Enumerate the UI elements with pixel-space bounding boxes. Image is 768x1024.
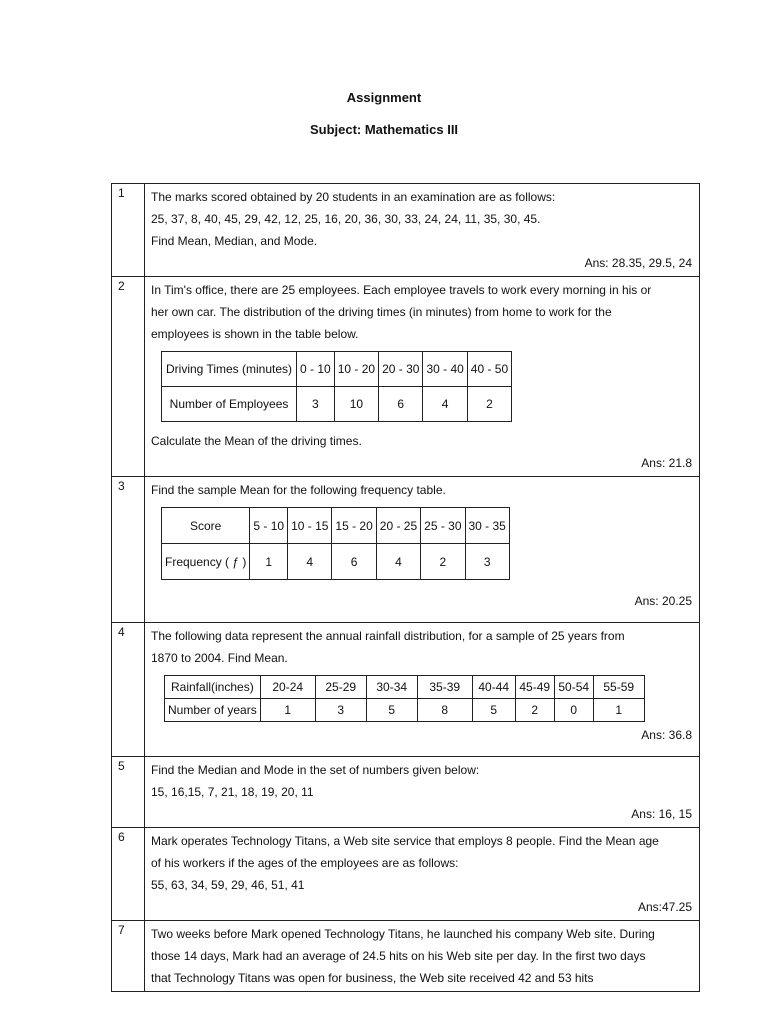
question-text: Find Mean, Median, and Mode. [151, 234, 318, 248]
driving-times-table [161, 351, 512, 422]
question-row-2 [112, 277, 700, 477]
table-cell: 3 [465, 544, 509, 580]
question-number: 2 [112, 277, 145, 477]
table-cell: 8 [417, 699, 472, 722]
table-cell: 5 - 10 [250, 508, 288, 544]
table-row [162, 508, 510, 544]
question-row-3 [112, 477, 700, 623]
table-cell: 50-54 [554, 676, 593, 699]
question-content [145, 477, 700, 623]
table-cell: 0 - 10 [297, 352, 335, 387]
answer-text: Ans: 20.25 [634, 594, 692, 608]
table-cell: 20 - 30 [379, 352, 423, 387]
question-row-4 [112, 623, 700, 757]
table-cell: 2 [515, 699, 554, 722]
question-text: In Tim's office, there are 25 employees. Each employee travels to work every morning in his or [151, 283, 652, 297]
question-number: 3 [112, 477, 145, 623]
answer-text: Ans: 36.8 [641, 728, 692, 742]
document-title: Assignment [346, 90, 422, 105]
question-number: 1 [112, 184, 145, 277]
question-content [145, 184, 700, 277]
question-text: that Technology Titans was open for business, the Web site received 42 and 53 hits [151, 971, 594, 985]
table-cell: Frequency ( ƒ ) [162, 544, 250, 580]
table-cell: 15 - 20 [332, 508, 376, 544]
question-text: Mark operates Technology Titans, a Web site service that employs 8 people. Find the Mean age [151, 834, 659, 848]
table-row [165, 676, 645, 699]
table-cell: 4 [376, 544, 420, 580]
question-number: 4 [112, 623, 145, 757]
table-cell: 20 - 25 [376, 508, 420, 544]
question-text: Calculate the Mean of the driving times. [151, 434, 362, 448]
question-text: her own car. The distribution of the driving times (in minutes) from home to work for the [151, 305, 612, 319]
table-cell: 25 - 30 [421, 508, 465, 544]
table-cell: 45-49 [515, 676, 554, 699]
table-cell: 30 - 35 [465, 508, 509, 544]
question-text: employees is shown in the table below. [151, 327, 359, 341]
table-row [162, 352, 512, 387]
question-content [145, 277, 700, 477]
answer-text: Ans:47.25 [637, 900, 692, 914]
document-subject: Subject: Mathematics III [309, 122, 459, 137]
question-text: The following data represent the annual rainfall distribution, for a sample of 25 years from [151, 629, 625, 643]
question-text: Two weeks before Mark opened Technology Titans, he launched his company Web site. During [151, 927, 655, 941]
table-cell: 4 [288, 544, 332, 580]
table-cell: 5 [472, 699, 515, 722]
table-cell: 0 [554, 699, 593, 722]
question-row-1 [112, 184, 700, 277]
table-cell: 10 [334, 387, 378, 422]
frequency-table [161, 507, 510, 580]
question-text: 1870 to 2004. Find Mean. [151, 651, 288, 665]
question-content [145, 757, 700, 828]
answer-text: Ans: 21.8 [641, 456, 692, 470]
questions-table [111, 183, 700, 992]
question-text: 25, 37, 8, 40, 45, 29, 42, 12, 25, 16, 20, 36, 30, 33, 24, 24, 11, 35, 30, 45. [151, 212, 541, 226]
table-cell: 1 [250, 544, 288, 580]
question-content [145, 623, 700, 757]
table-cell: 6 [379, 387, 423, 422]
table-row [162, 387, 512, 422]
question-row-7 [112, 921, 700, 992]
question-number: 5 [112, 757, 145, 828]
table-cell: 3 [315, 699, 366, 722]
table-cell: 30-34 [366, 676, 417, 699]
table-cell: Number of years [165, 699, 261, 722]
table-cell: 4 [423, 387, 467, 422]
question-text: Find the Median and Mode in the set of numbers given below: [151, 763, 480, 777]
table-cell: 25-29 [315, 676, 366, 699]
table-cell: 1 [260, 699, 315, 722]
question-text: Find the sample Mean for the following frequency table. [151, 483, 446, 497]
table-cell: 3 [297, 387, 335, 422]
table-cell: 1 [593, 699, 644, 722]
table-cell: 20-24 [260, 676, 315, 699]
table-cell: 2 [467, 387, 511, 422]
table-cell: Number of Employees [162, 387, 297, 422]
table-cell: 6 [332, 544, 376, 580]
answer-text: Ans: 28.35, 29.5, 24 [584, 256, 692, 270]
table-cell: Driving Times (minutes) [162, 352, 297, 387]
table-row [165, 699, 645, 722]
question-text: of his workers if the ages of the employees are as follows: [151, 856, 459, 870]
table-cell: 35-39 [417, 676, 472, 699]
table-cell: 10 - 20 [334, 352, 378, 387]
answer-text: Ans: 16, 15 [631, 807, 692, 821]
table-cell: 55-59 [593, 676, 644, 699]
table-cell: 40 - 50 [467, 352, 511, 387]
table-cell: 5 [366, 699, 417, 722]
question-text: those 14 days, Mark had an average of 24.5 hits on his Web site per day. In the first two days [151, 949, 646, 963]
table-cell: 10 - 15 [288, 508, 332, 544]
question-content [145, 921, 700, 992]
question-text: 55, 63, 34, 59, 29, 46, 51, 41 [151, 878, 305, 892]
question-content [145, 828, 700, 921]
table-cell: 30 - 40 [423, 352, 467, 387]
question-number: 7 [112, 921, 145, 992]
question-text: The marks scored obtained by 20 students in an examination are as follows: [151, 190, 556, 204]
table-cell: Score [162, 508, 250, 544]
question-row-5 [112, 757, 700, 828]
question-text: 15, 16,15, 7, 21, 18, 19, 20, 11 [151, 785, 314, 799]
question-row-6 [112, 828, 700, 921]
question-number: 6 [112, 828, 145, 921]
table-cell: Rainfall(inches) [165, 676, 261, 699]
table-cell: 2 [421, 544, 465, 580]
table-cell: 40-44 [472, 676, 515, 699]
table-row [162, 544, 510, 580]
rainfall-table [164, 675, 645, 722]
